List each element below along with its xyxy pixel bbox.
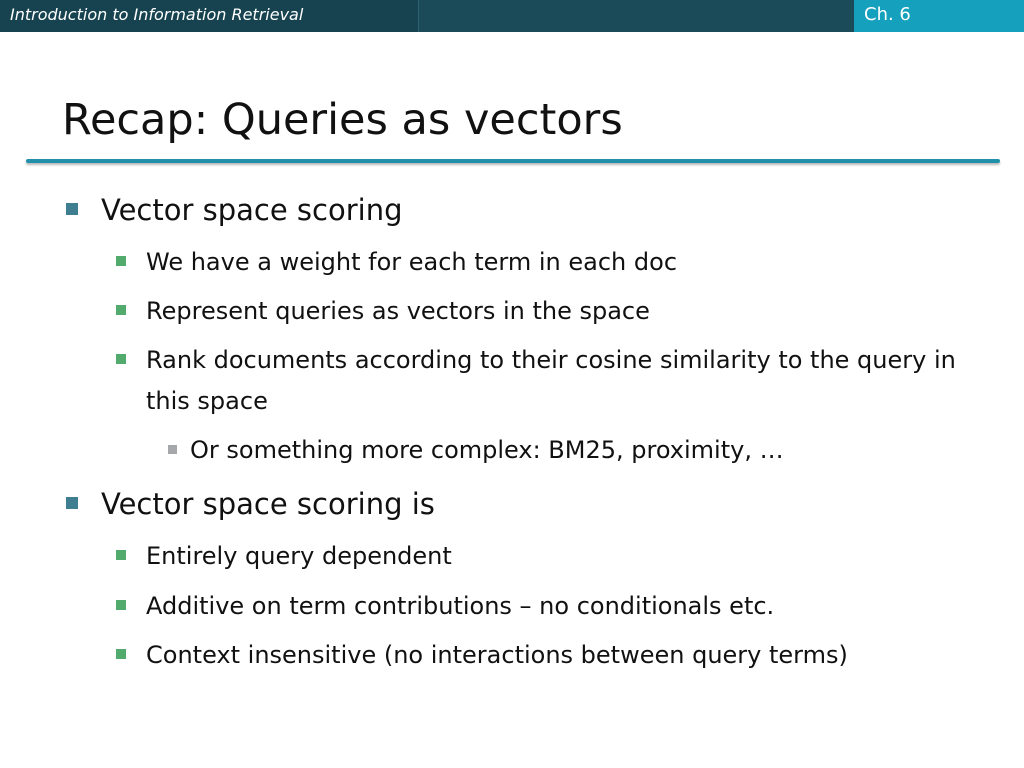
bullet-text: Represent queries as vectors in the space bbox=[146, 297, 650, 325]
square-bullet-icon bbox=[116, 600, 126, 610]
bullet-item-level2 bbox=[146, 536, 946, 577]
course-title: Introduction to Information Retrieval bbox=[10, 5, 304, 24]
square-bullet-icon bbox=[116, 305, 126, 315]
square-bullet-icon bbox=[168, 445, 177, 454]
bullet-item-level1 bbox=[101, 192, 402, 228]
square-bullet-icon bbox=[116, 649, 126, 659]
bullet-text: Additive on term contributions – no conditionals etc. bbox=[146, 592, 775, 620]
bullet-item-level2 bbox=[146, 340, 956, 422]
bullet-text: We have a weight for each term in each doc bbox=[146, 248, 678, 276]
bullet-text: Vector space scoring bbox=[101, 193, 403, 227]
bullet-item-level2 bbox=[146, 586, 966, 627]
bullet-text: Rank documents according to their cosine similarity to the query in this space bbox=[146, 346, 956, 415]
bullet-text: Entirely query dependent bbox=[146, 542, 452, 570]
square-bullet-icon bbox=[116, 256, 126, 266]
bullet-item-level2 bbox=[146, 635, 1016, 676]
bullet-text: Context insensitive (no interactions between query terms) bbox=[146, 641, 848, 669]
bullet-item-level2 bbox=[146, 291, 946, 332]
slide-title: Recap: Queries as vectors bbox=[62, 95, 623, 145]
square-bullet-icon bbox=[66, 203, 78, 215]
square-bullet-icon bbox=[116, 354, 126, 364]
bullet-text: Vector space scoring is bbox=[101, 487, 435, 521]
square-bullet-icon bbox=[66, 497, 78, 509]
bullet-item-level2 bbox=[146, 242, 946, 283]
bullet-item-level3 bbox=[190, 430, 784, 471]
square-bullet-icon bbox=[116, 550, 126, 560]
chapter-label: Ch. 6 bbox=[864, 4, 911, 25]
bullet-text: Or something more complex: BM25, proximity, … bbox=[190, 436, 784, 464]
bullet-item-level1 bbox=[101, 486, 435, 522]
